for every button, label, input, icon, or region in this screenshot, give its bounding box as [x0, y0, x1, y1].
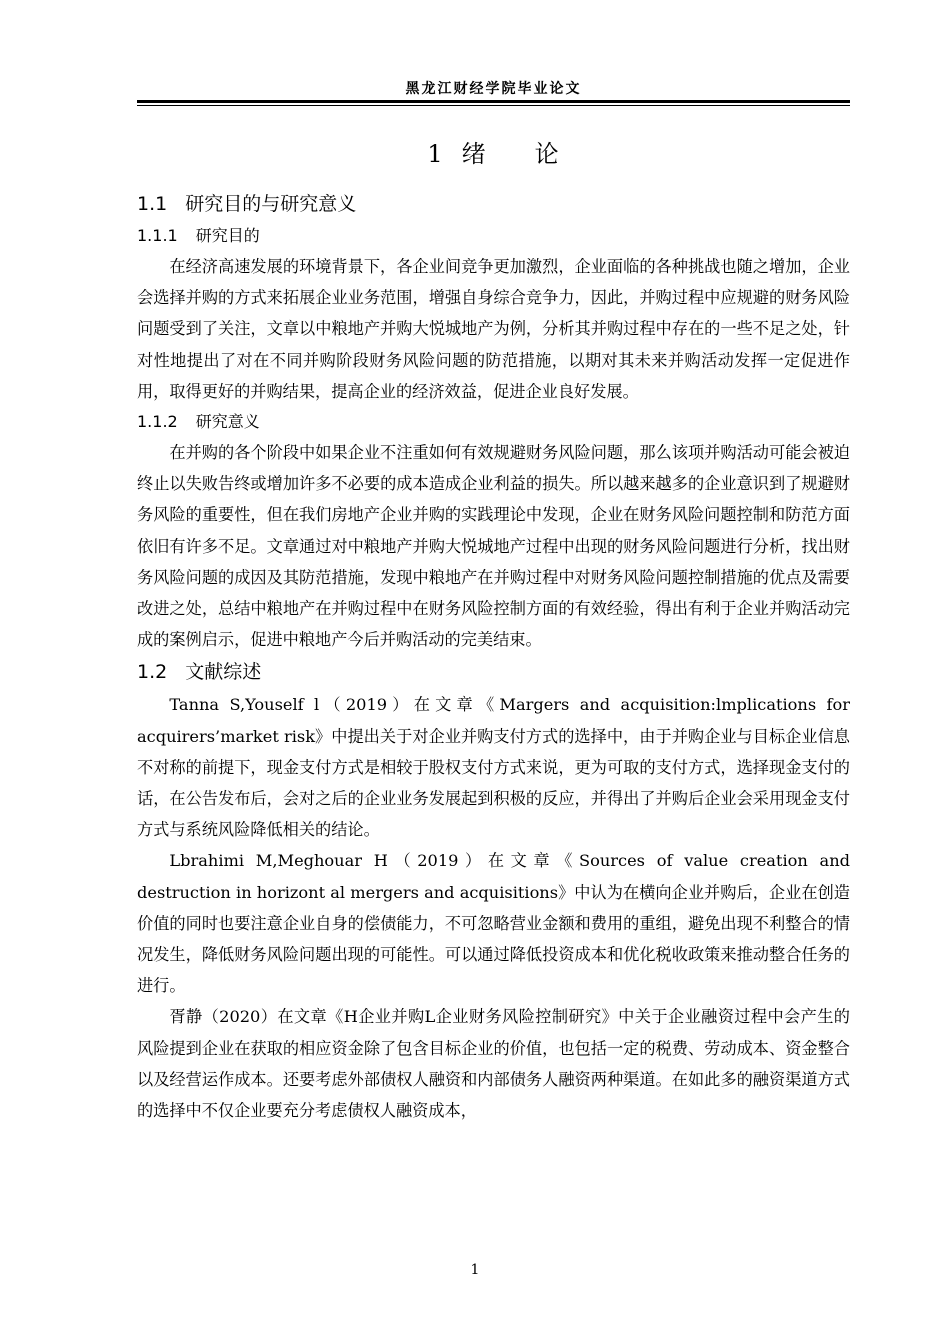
section-number: 1.1	[137, 193, 168, 215]
chapter-number: 1	[427, 140, 444, 168]
section-heading-1-1-2	[137, 407, 850, 437]
section-title: 研究意义	[195, 412, 260, 432]
header-rule-thick	[137, 100, 850, 103]
paragraph-research-purpose: 在经济高速发展的环境背景下，各企业间竞争更加激烈，企业面临的各种挑战也随之增加，企业会选择并购的方式来拓展企业业务范围，增强自身综合竞争力，因此，并购过程中应规避的财务风险问题受到了关注，文章以中粮地产并购大悦城地产为例，分析其并购过程中存在的一些不足之处，针对性地提出了对在不同并购阶段财务风险问题的防范措施，以期对其未来并购活动发挥一定促进作用，取得更好的并购结果，提高企业的经济效益，促进企业良好发展。	[137, 257, 850, 401]
section-title: 研究目的与研究意义	[185, 193, 357, 215]
section-number: 1.2	[137, 661, 168, 684]
paragraph-literature-3: 胥静（2020）在文章《H企业并购L企业财务风险控制研究》中关于企业融资过程中会产生的风险提到企业在获取的相应资金除了包含目标企业的价值，也包括一定的税费、劳动成本、资金整合以及经营运作成本。还要考虑外部债权人融资和内部债务人融资两种渠道。在如此多的融资渠道方式的选择中不仅企业要充分考虑债权人融资成本，	[137, 1007, 850, 1121]
section-heading-1-1	[137, 187, 850, 221]
page-header-title: 黑龙江财经学院毕业论文	[405, 81, 582, 97]
chapter-title	[137, 134, 850, 169]
section-heading-1-2	[137, 655, 850, 689]
chapter-title-part2: 论	[534, 140, 560, 168]
section-title: 文献综述	[185, 661, 262, 684]
section-number: 1.1.1	[137, 226, 178, 245]
chapter-title-part1: 绪	[461, 140, 487, 168]
paragraph-research-significance: 在并购的各个阶段中如果企业不注重如何有效规避财务风险问题，那么该项并购活动可能会被迫终止以失败告终或增加许多不必要的成本造成企业利益的损失。所以越来越多的企业意识到了规避财务风险的重要性，但在我们房地产企业并购的实践理论中发现，企业在财务风险问题控制和防范方面依旧有许多不足。文章通过对中粮地产并购大悦城地产过程中出现的财务风险问题进行分析，找出财务风险问题的成因及其防范措施，发现中粮地产在并购过程中对财务风险问题控制措施的优点及需要改进之处，总结中粮地产在并购过程中在财务风险控制方面的有效经验，得出有利于企业并购活动完成的案例启示，促进中粮地产今后并购活动的完美结束。	[137, 443, 850, 650]
paragraph-literature-1: Tanna S,Youself l（2019）在文章《Margers and acquisition:lmplications for acquirers’market risk》中提出关于对企业并购支付方式的选择中，由于并购企业与目标企业信息不对称的前提下，现金支付方式是相较于股权支付方式来说，更为可取的支付方式，选择现金支付的话，在公告发布后，会对之后的企业业务发展起到积极的反应，并得出了并购后企业会采用现金支付方式与系统风险降低相关的结论。	[137, 695, 850, 840]
paragraph-literature-2: Lbrahimi M,Meghouar H（2019）在文章《Sources of value creation and destruction in horizont al mergers and acquisitions》中认为在横向企业并购后，企业在创造价值的同时也要注意企业自身的偿债能力，不可忽略营业金额和费用的重组，避免出现不利整合的情况发生，降低财务风险问题出现的可能性。可以通过降低投资成本和优化税收政策来推动整合任务的进行。	[137, 851, 850, 996]
page-number: 1	[470, 1262, 480, 1278]
page-content	[137, 128, 850, 1126]
header-rule-thin	[137, 105, 850, 106]
section-number: 1.1.2	[137, 412, 178, 432]
section-heading-1-1-1	[137, 221, 850, 251]
section-title: 研究目的	[195, 226, 260, 245]
